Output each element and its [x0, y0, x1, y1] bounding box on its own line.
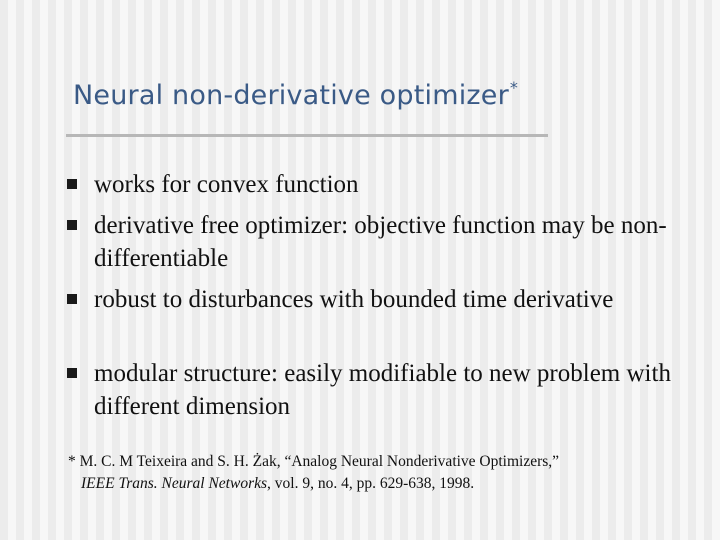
reference-footnote — [68, 451, 708, 495]
bullet-item — [94, 283, 684, 316]
footnote-citation-details: , vol. 9, no. 4, pp. 629-638, 1998. — [267, 475, 475, 492]
bullet-item — [94, 357, 684, 423]
square-bullet-icon — [67, 368, 77, 378]
journal-name: IEEE Trans. Neural Networks — [81, 475, 268, 492]
bullet-text: robust to disturbances with bounded time derivative — [94, 286, 614, 313]
bullet-item — [94, 168, 684, 201]
bullet-text: derivative free optimizer: objective function may be non-differentiable — [94, 212, 667, 272]
slide-title-text: Neural non-derivative optimizer — [73, 80, 509, 111]
square-bullet-icon — [67, 294, 77, 304]
footnote-line-1: * M. C. M Teixeira and S. H. Żak, “Analog Neural Nonderivative Optimizers,” — [68, 453, 560, 470]
bullet-item — [94, 209, 684, 275]
square-bullet-icon — [67, 179, 77, 189]
square-bullet-icon — [67, 220, 77, 230]
bullet-text: works for convex function — [94, 171, 359, 198]
footnote-marker: * — [509, 78, 519, 97]
bullet-text: modular structure: easily modifiable to new problem with different dimension — [94, 360, 671, 420]
footnote-line-2 — [68, 473, 708, 495]
